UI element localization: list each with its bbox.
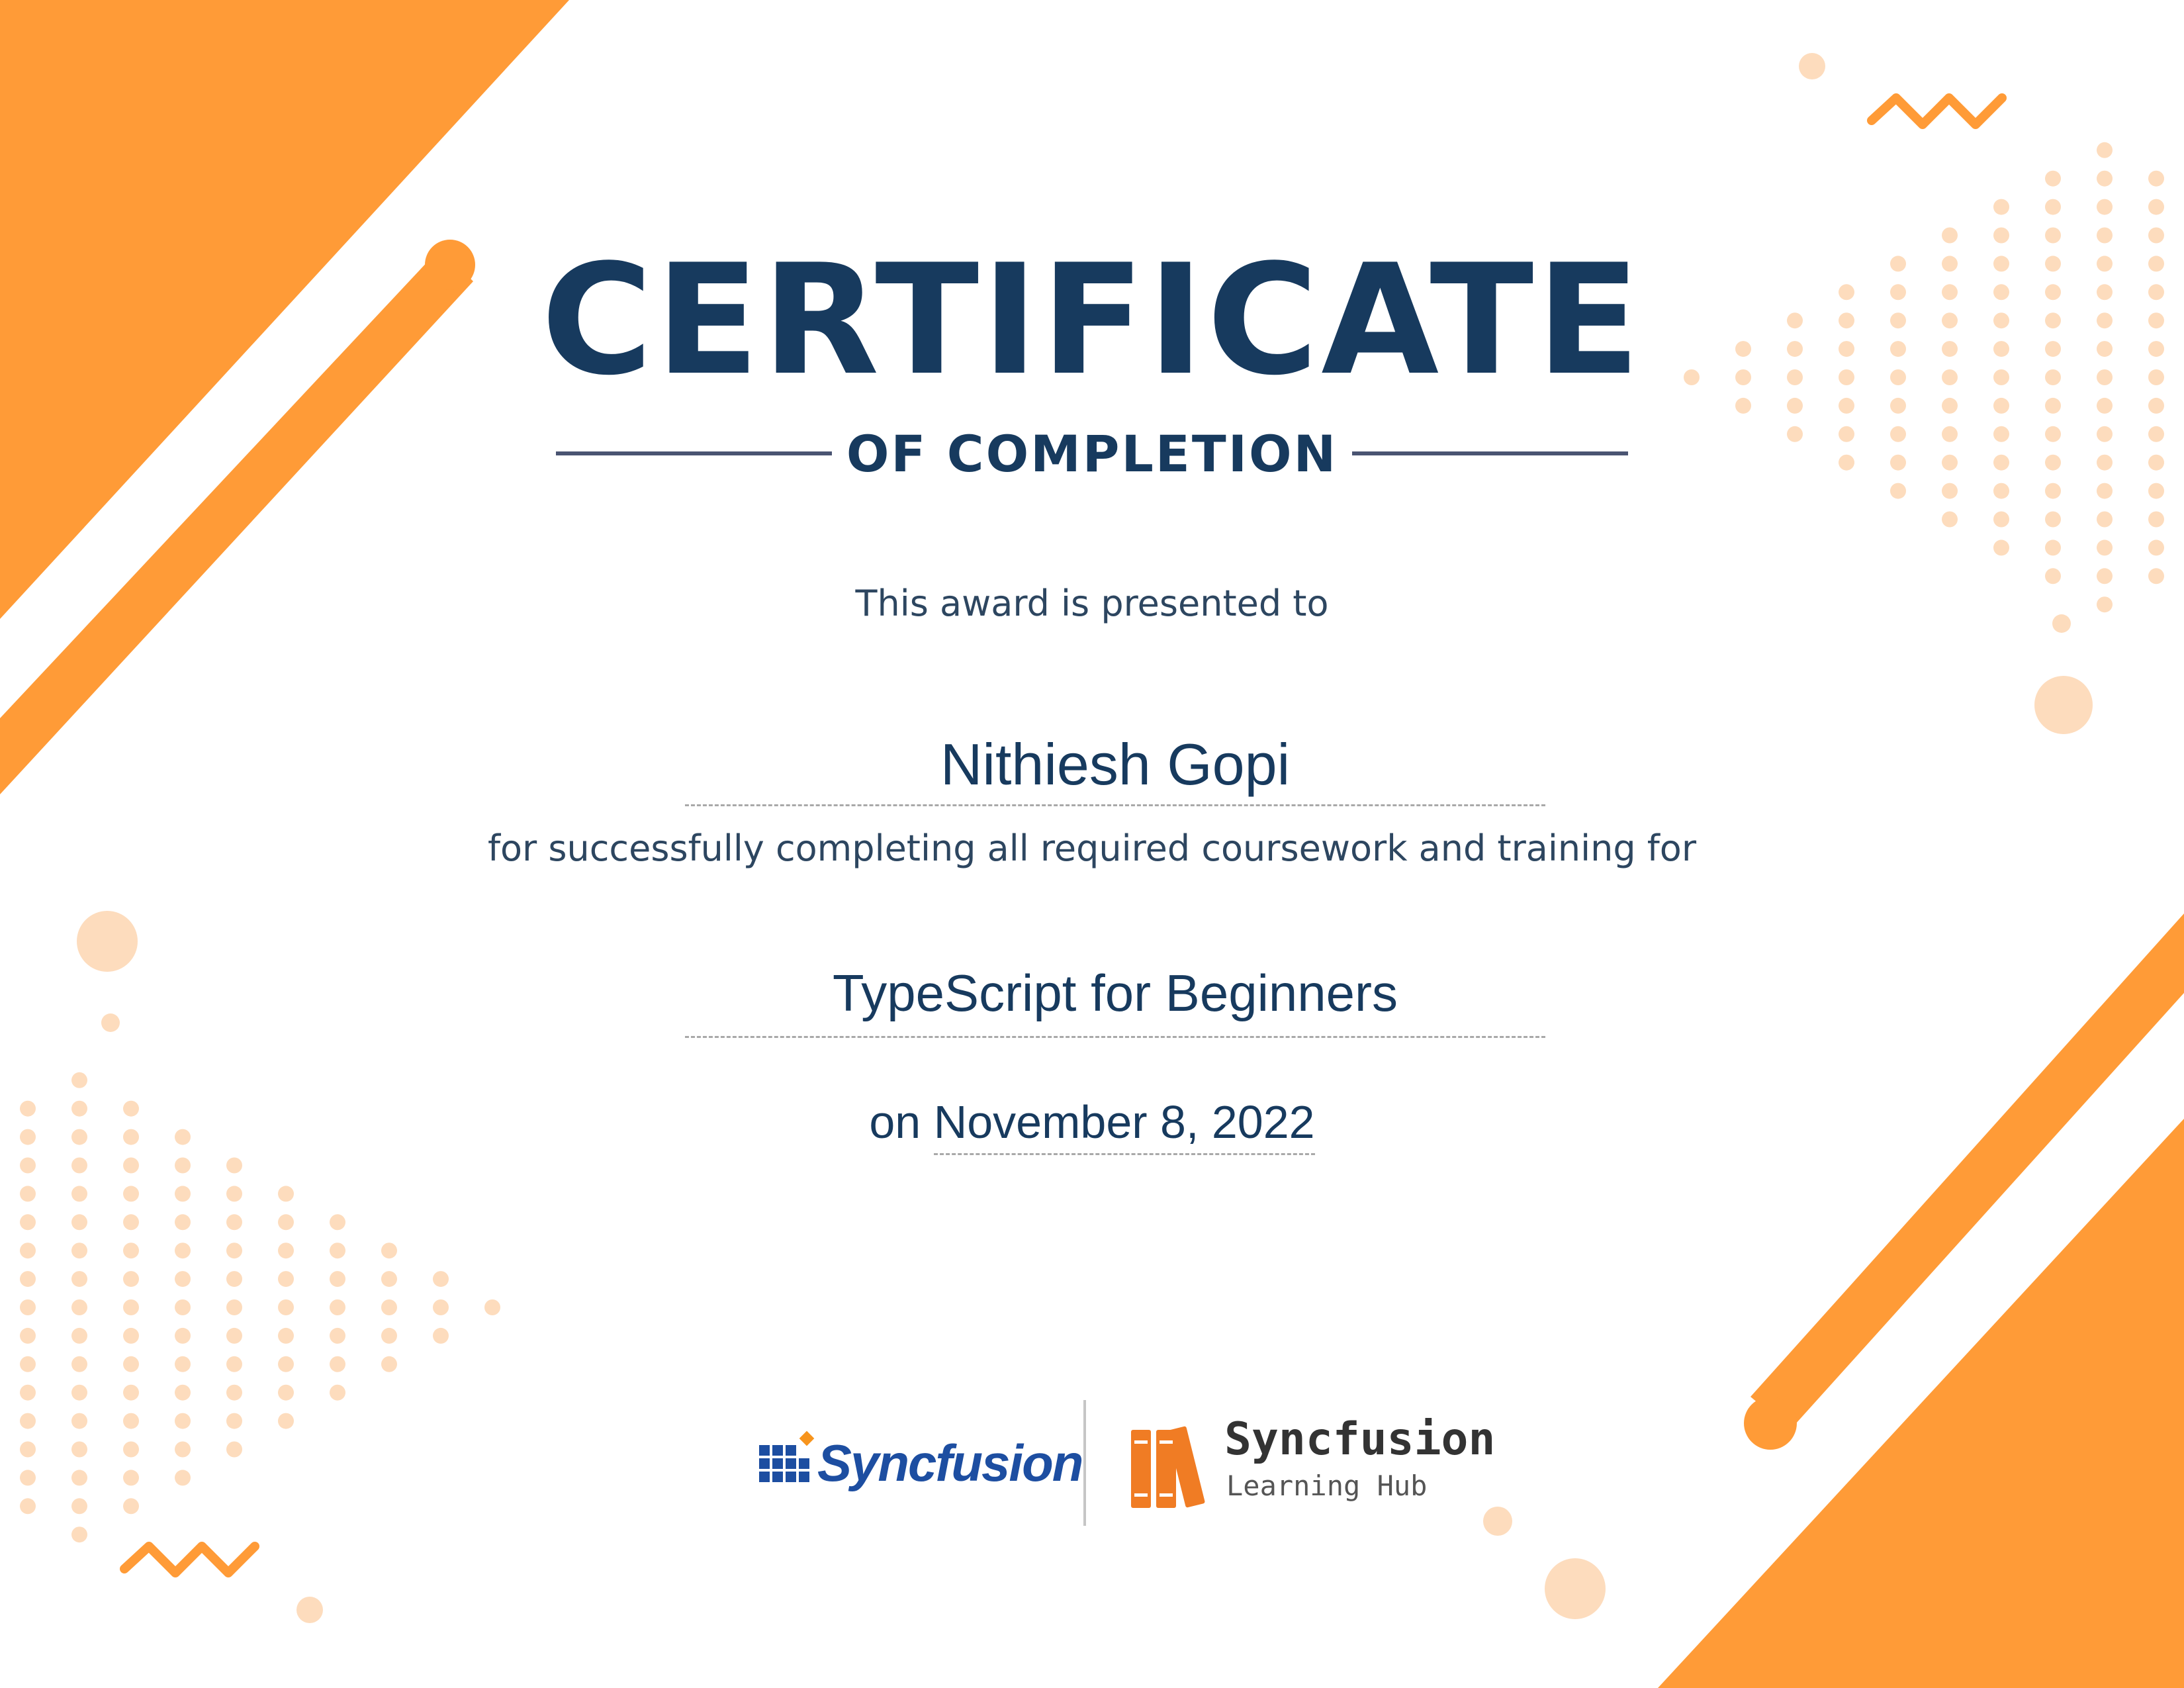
syncfusion-wordmark: Syncfusion (817, 1434, 1083, 1492)
subtitle-rule-right (1352, 451, 1628, 455)
completion-date (0, 1089, 2184, 1155)
certificate-title: CERTIFICATE (541, 232, 1643, 409)
subtitle-rule-left (556, 451, 832, 455)
syncfusion-logo (758, 1427, 1083, 1499)
course-name: TypeScript for Beginners (685, 957, 1545, 1038)
syncfusion-grid-icon (758, 1427, 817, 1499)
logo-divider (1083, 1400, 1086, 1526)
date-prefix: on (869, 1096, 921, 1148)
hub-subtitle: Learning Hub (1226, 1470, 1428, 1502)
date-value: November 8, 2022 (934, 1096, 1315, 1155)
certificate-subtitle: OF COMPLETION (846, 424, 1338, 483)
recipient-name: Nithiesh Gopi (685, 725, 1545, 806)
reason-text: for successfully completing all required coursework and training for (487, 827, 1697, 869)
books-icon (1128, 1415, 1208, 1515)
presented-text: This award is presented to (855, 583, 1329, 624)
logo-strip (754, 1397, 1496, 1529)
learning-hub-logo (1128, 1410, 1496, 1523)
hub-title: Syncfusion (1224, 1413, 1496, 1466)
subtitle-row (556, 424, 1628, 483)
